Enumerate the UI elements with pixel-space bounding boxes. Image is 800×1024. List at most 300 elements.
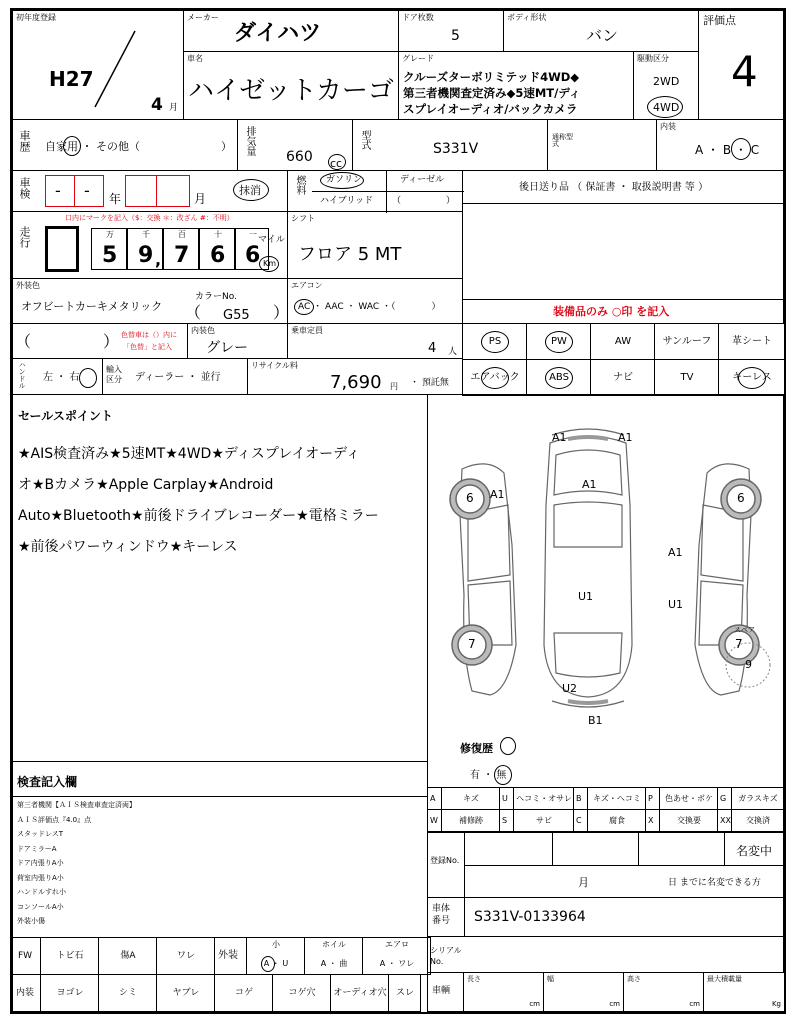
maker-cell (183, 10, 399, 52)
equipment-item (462, 323, 527, 360)
car-name-label: 車名 (187, 54, 203, 63)
registration-day-note: 日 までに名変できる方 (668, 878, 761, 888)
drive-cell (633, 51, 699, 120)
displacement-value: 660 (286, 149, 313, 165)
date-slash (91, 29, 137, 109)
mileage-label: 走行 (18, 226, 31, 248)
equipment-grid (462, 323, 784, 395)
inspection-dash-1: - (55, 181, 61, 200)
fw-item: ワレ (176, 951, 195, 961)
interior-grade-value: A ・ B ・ C (695, 143, 760, 157)
dims-title: 幅 (547, 975, 554, 983)
exterior-color-value: オフビートカーキメタリック (21, 300, 163, 313)
mark-a1-right-door: A1 (668, 546, 683, 559)
recycle-cell (247, 358, 463, 395)
fuel-gasoline-circle (320, 172, 364, 189)
sales-line-4: ★前後パワーウィンドウ★キーレス (18, 539, 238, 555)
grade-score-label: 評価点 (703, 14, 736, 27)
exterior-item-title: 小 (272, 940, 280, 949)
odometer-digit-box (45, 226, 79, 272)
handle-value: 左 ・ 右 (43, 372, 80, 383)
fuel-label: 燃料 (294, 175, 305, 195)
grade-cell (398, 51, 634, 120)
auction-sheet (10, 8, 786, 1014)
private-use-circle (63, 136, 81, 156)
interior-item: オーディオ穴 (333, 988, 387, 998)
car-diagram (428, 395, 783, 725)
color-change-note-2: 「色替」と記入 (123, 343, 172, 351)
inspection-note-line: ドア内張りA小 (17, 859, 64, 867)
legend-desc: 補修跡 (459, 816, 483, 825)
equipment-title-cell (462, 299, 784, 324)
serial-label: シリアルNo. (430, 946, 462, 967)
equipment-item (718, 323, 785, 360)
legend-desc: 交換済 (746, 816, 770, 825)
displacement-circle (328, 154, 346, 170)
color-change-note-1: 色替車は（）内に (121, 331, 177, 339)
drive-4wd-circle (647, 96, 683, 118)
legend-code-cell (645, 809, 660, 832)
exterior-color-cell (12, 278, 288, 324)
interior-item-cell (272, 974, 331, 1012)
inspection-notes-title: 検査記入欄 (17, 775, 78, 789)
legend-desc: ガラスキズ (738, 794, 778, 803)
shift-value: フロア 5 MT (298, 244, 402, 265)
dims-unit: cm (689, 1000, 700, 1008)
legend-desc-cell (731, 787, 784, 810)
legend-code-cell (717, 787, 732, 810)
dims-unit: Kg (771, 1000, 781, 1008)
dims-label-cell (427, 972, 464, 1012)
dims-cell (543, 972, 624, 1012)
era-year: H27 (49, 67, 94, 91)
sales-line-2: オ★Bカメラ★Apple Carplay★Android (18, 477, 274, 493)
inspection-note-line: 外装小傷 (17, 917, 45, 925)
dimensions-row (427, 972, 784, 1012)
doors-value: 5 (451, 28, 460, 44)
legend-desc-cell (441, 809, 500, 832)
damage-legend (427, 787, 784, 833)
doors-label: ドア枚数 (402, 13, 434, 22)
registration-month-unit: 月 (169, 103, 179, 113)
inspection-note-line: 第三者機関【ＡＩＳ検査車査定済両】 (17, 801, 136, 809)
inspection-note-line: 荷室内張りA小 (17, 873, 64, 882)
legend-desc: ヘコミ・オサレ (516, 794, 572, 803)
handle-label: ハンドル (18, 361, 26, 389)
drive-4wd: 4WD (653, 101, 680, 114)
mark-b1: B1 (588, 714, 603, 727)
later-documents-cell (462, 170, 784, 300)
inspection-note-line: ＡＩＳ評価点『4.0』点 (17, 815, 92, 824)
legend-desc-cell (513, 787, 574, 810)
equipment-circle (545, 367, 573, 389)
equipment-item (590, 323, 655, 360)
fuel-diesel: ディーゼル (400, 175, 445, 185)
odometer-digit: 9 (138, 243, 154, 268)
fw-item-cell (156, 937, 215, 975)
mile-unit: マイル (258, 235, 285, 245)
registration-month-unit: 月 (578, 876, 589, 889)
legend-desc: 腐食 (609, 816, 625, 825)
interior-item-cell (156, 974, 215, 1012)
fw-item-cell (98, 937, 157, 975)
exterior-small-circle (261, 956, 275, 972)
legend-desc-cell (513, 809, 574, 832)
car-diagram-cell (427, 394, 784, 788)
color-code-paren-close: ） (273, 303, 290, 322)
odometer-unit-label: 百 (178, 230, 186, 239)
odometer-digit: 6 (210, 243, 226, 268)
displacement-cell (237, 119, 353, 171)
dims-label: 車輌 (432, 986, 451, 996)
km-unit: Km (263, 259, 277, 268)
legend-code-cell (427, 809, 442, 832)
common-model-cell (547, 119, 657, 171)
grade-line-1: クルーズターボリミテッド4WD◆ (403, 70, 580, 84)
color-code-value: G55 (223, 308, 250, 323)
interior-item: スレ (395, 988, 414, 998)
color-code-label: カラーNo. (195, 292, 237, 302)
equipment-label: TV (680, 372, 694, 383)
legend-code-cell (573, 809, 588, 832)
interior-grade-label: 内装 (660, 122, 676, 131)
repair-label: 修復歴 (460, 742, 493, 755)
interior-label-cell (12, 974, 41, 1012)
dims-cell (703, 972, 785, 1012)
recycle-value: 7,690 (330, 372, 382, 393)
registration-label: 登録No. (430, 856, 460, 865)
equipment-label: PS (488, 336, 502, 347)
later-documents-label: 後日送り品 （ 保証書 ・ 取扱説明書 等 ） (519, 182, 709, 193)
interior-item: コゲ (234, 988, 253, 998)
legend-code: X (648, 816, 654, 825)
equipment-item (654, 323, 719, 360)
odometer-digit-box (199, 228, 235, 270)
doors-cell (398, 10, 504, 52)
registration-month: 4 (151, 95, 163, 115)
grade-line-2: 第三者機関査定済み◆5速MT/ディ (403, 86, 581, 100)
odometer-unit-label: 一 (249, 230, 257, 239)
mark-u1-right: U1 (668, 598, 684, 611)
car-name-cell (183, 51, 399, 120)
equipment-circle (545, 331, 573, 353)
odometer-digit: 7 (174, 243, 190, 268)
dims-title: 最大積載量 (707, 975, 742, 983)
interior-item-cell (98, 974, 157, 1012)
sales-line-3: Auto★Bluetooth★前後ドライブレコーダー★電格ミラー (18, 508, 379, 524)
tire-rear-right: 7 (735, 637, 743, 651)
mark-a1-left-fender: A1 (490, 488, 505, 501)
inspection-none-circle (233, 179, 269, 201)
inspection-cell (12, 170, 288, 212)
legend-code: U (502, 794, 508, 803)
fw-label: FW (18, 951, 33, 961)
legend-desc-cell (587, 787, 646, 810)
exterior-item-options: A ・ U (263, 959, 289, 968)
body-label: ボディ形状 (507, 13, 547, 22)
mark-a1-hood: A1 (582, 478, 597, 491)
legend-code: XX (720, 816, 731, 825)
legend-desc-cell (441, 787, 500, 810)
exterior-color-label: 外装色 (16, 281, 40, 290)
equipment-label: サンルーフ (662, 336, 712, 347)
mileage-cell (12, 211, 288, 279)
capacity-label: 乗車定員 (291, 326, 323, 335)
serial-cell (427, 936, 784, 973)
common-model-label: 通称型式 (552, 133, 573, 148)
handle-right-circle (79, 368, 97, 388)
exterior-item-title: ホイル (322, 940, 346, 949)
inspection-note-line: ドアミラーA (17, 844, 57, 853)
capacity-value: 4 (428, 341, 437, 356)
odometer-digit-box (91, 228, 127, 270)
interior-item-cell (388, 974, 421, 1012)
import-label: 輸入区分 (106, 365, 122, 385)
spare-label: スペア (734, 626, 755, 634)
shift-label: シフト (291, 214, 315, 223)
chassis-number: S331V-0133964 (474, 909, 586, 925)
mark-a1-front-right: A1 (618, 431, 633, 444)
aircon-value: AC ・ AAC ・ WAC ・（ ） (298, 302, 441, 312)
capacity-unit: 人 (448, 347, 458, 357)
exterior-item-options: A ・ ワレ (379, 959, 415, 968)
dims-unit: cm (529, 1000, 540, 1008)
sales-point-cell (12, 394, 428, 762)
legend-desc: キズ (463, 794, 479, 803)
dims-unit: cm (609, 1000, 620, 1008)
repair-none-circle (494, 765, 512, 785)
legend-code: B (576, 794, 582, 803)
odometer-digit-box (163, 228, 199, 270)
equipment-circle (738, 367, 766, 389)
equipment-title: 装備品のみ ○印 を記入 (553, 305, 670, 318)
interior-row (12, 974, 428, 1012)
interior-color-cell (187, 323, 288, 359)
legend-code: P (648, 794, 653, 803)
car-name-value: ハイゼットカーゴ (188, 76, 394, 106)
displacement-label: 排気量 (244, 126, 255, 156)
legend-desc: サビ (536, 816, 552, 825)
aircon-label: エアコン (291, 281, 323, 290)
model-label: 型式 (359, 130, 370, 150)
chassis-label: 車体番号 (432, 904, 451, 926)
inspection-note-line: コンソールA小 (17, 902, 64, 911)
history-paren-close: ） (221, 140, 232, 153)
exterior-label-cell (214, 937, 247, 975)
inspection-year-unit: 年 (109, 192, 122, 206)
legend-code-cell (499, 809, 514, 832)
legend-desc-cell (659, 809, 718, 832)
maker-value: ダイハツ (234, 21, 322, 46)
dims-cell (623, 972, 704, 1012)
inspection-month-unit: 月 (194, 192, 207, 206)
fuel-hybrid: ハイブリッド (320, 196, 374, 206)
legend-desc: キズ・ヘコミ (593, 794, 641, 803)
interior-item-cell (330, 974, 389, 1012)
history-label: 車歴 (18, 130, 31, 152)
equipment-label: ナビ (613, 372, 633, 383)
legend-code-cell (717, 809, 732, 832)
model-cell (352, 119, 548, 171)
inspection-notes-cell (12, 761, 428, 938)
exterior-item-title: エアロ (385, 940, 409, 949)
exterior-item-cell (362, 937, 431, 975)
odometer-unit-label: 千 (142, 230, 150, 239)
interior-color-label: 内装色 (191, 326, 215, 335)
legend-code: G (720, 794, 727, 803)
color-code-paren-open: （ (185, 303, 202, 322)
handle-cell (12, 358, 103, 395)
equipment-label: 革シート (732, 336, 772, 347)
tire-rear-left: 7 (468, 637, 476, 651)
equipment-label: エアバック (470, 372, 520, 383)
legend-code: W (430, 816, 438, 825)
history-cell (12, 119, 238, 171)
color-change-paren-open: （ (15, 332, 32, 351)
aircon-cell (287, 278, 463, 324)
first-registration-label: 初年度登録 (16, 13, 56, 22)
import-value: ディーラー ・ 並行 (135, 372, 221, 383)
equipment-label: PW (551, 336, 567, 347)
legend-code: S (502, 816, 508, 825)
import-cell (102, 358, 248, 395)
fw-item: トビ石 (56, 951, 84, 961)
spare-tire-value: 9 (745, 658, 752, 671)
equipment-label: キーレス (732, 372, 772, 383)
repair-label-circle (500, 737, 516, 755)
body-cell (503, 10, 699, 52)
recycle-unit: 円 (390, 382, 398, 391)
legend-code: A (430, 794, 436, 803)
interior-grade-cell (656, 119, 784, 171)
tire-front-left: 6 (466, 491, 474, 505)
front-window-exterior-row (12, 937, 428, 975)
dims-title: 長さ (467, 975, 481, 983)
interior-color-value: グレー (206, 340, 248, 356)
displacement-unit: cc (330, 157, 343, 170)
inspection-dash-2: - (84, 181, 90, 200)
dims-title: 高さ (627, 975, 641, 983)
drive-2wd: 2WD (653, 75, 680, 88)
inspection-month-box-1 (125, 175, 157, 207)
grade-label: グレード (402, 54, 434, 63)
mark-a1-front-left: A1 (552, 431, 567, 444)
interior-item: ヤブレ (172, 988, 200, 998)
equipment-circle (481, 331, 509, 353)
equipment-item (526, 323, 591, 360)
name-change-pending: 名変中 (736, 844, 773, 858)
equipment-item (462, 359, 527, 396)
equipment-item (654, 359, 719, 396)
equipment-label: AW (614, 336, 632, 347)
fw-label-cell (12, 937, 41, 975)
legend-code-cell (573, 787, 588, 810)
odometer-unit-label: 十 (214, 230, 222, 239)
odometer-unit-label: 万 (106, 230, 114, 239)
grade-line-3: スプレイオーディオ/バックカメラ (403, 102, 578, 116)
legend-code: C (576, 816, 582, 825)
exterior-item-cell (304, 937, 363, 975)
fuel-other: （ ） (392, 196, 456, 206)
interior-item-cell (214, 974, 273, 1012)
capacity-cell (287, 323, 463, 359)
km-circle (259, 256, 279, 272)
sales-line-1: ★AIS検査済み★5速MT★4WD★ディスプレイオーディ (18, 446, 360, 462)
first-registration-cell (12, 10, 184, 120)
recycle-label: リサイクル料 (251, 361, 298, 370)
color-change-paren-close: ） (103, 332, 120, 351)
interior-item: コゲ穴 (288, 988, 316, 998)
fw-item-cell (40, 937, 99, 975)
inspection-month-box-2 (156, 175, 190, 207)
fuel-cell (287, 170, 463, 212)
legend-code-cell (645, 787, 660, 810)
aircon-circle (294, 299, 314, 315)
recycle-deposit: ・ 預託無 (410, 378, 449, 388)
odometer (45, 226, 261, 274)
history-value: 自家用 ・ その他（ (45, 140, 140, 153)
exterior-item-options: A ・ 曲 (320, 959, 348, 968)
inspection-note-line: ハンドルすれ小 (17, 888, 66, 896)
legend-desc-cell (731, 809, 784, 832)
interior-grade-circle (731, 138, 751, 160)
tire-front-right: 6 (737, 491, 745, 505)
body-value: バン (586, 26, 619, 45)
legend-desc-cell (659, 787, 718, 810)
mark-u2: U2 (562, 682, 578, 695)
odometer-digit: 6 (245, 243, 261, 268)
legend-code-cell (499, 787, 514, 810)
legend-desc: 色あせ・ボケ (665, 794, 713, 803)
odometer-comma: , (155, 250, 162, 269)
fuel-gasoline: ガソリン (326, 175, 363, 185)
inspection-label: 車検 (18, 177, 31, 199)
mileage-note: 口内にマークを記入（$：交換 ＊：改ざん #：不明） (65, 214, 234, 222)
exterior-label: 外装 (218, 950, 238, 961)
legend-code-cell (427, 787, 442, 810)
legend-desc-cell (587, 809, 646, 832)
repair-value: 有 ・ 無 (470, 770, 507, 781)
dims-cell (463, 972, 544, 1012)
chassis-cell (427, 897, 784, 937)
model-value: S331V (433, 141, 479, 157)
interior-label: 内装 (16, 988, 35, 998)
grade-score-cell (698, 10, 784, 120)
equipment-circle (481, 367, 509, 389)
inspection-note-line: スタッドレスT (17, 830, 64, 838)
registration-cell (427, 832, 784, 898)
interior-item-cell (40, 974, 99, 1012)
fw-item: 傷A (120, 951, 136, 961)
grade-score-value: 4 (731, 47, 758, 96)
equipment-label: ABS (549, 372, 569, 383)
equipment-item (590, 359, 655, 396)
interior-item: シミ (118, 988, 137, 998)
inspection-none: 抹消 (239, 184, 261, 197)
equipment-item (526, 359, 591, 396)
odometer-digit: 5 (102, 243, 118, 268)
sales-point-title: セールスポイント (18, 409, 113, 423)
shift-cell (287, 211, 463, 279)
color-change-cell (12, 323, 188, 359)
mark-u1-roof: U1 (578, 590, 594, 603)
drive-label: 駆動区分 (637, 54, 669, 63)
equipment-item (718, 359, 785, 396)
interior-item: ヨゴレ (56, 988, 84, 998)
maker-label: メーカー (187, 13, 219, 22)
exterior-item-cell (246, 937, 305, 975)
legend-desc: 交換要 (677, 816, 701, 825)
